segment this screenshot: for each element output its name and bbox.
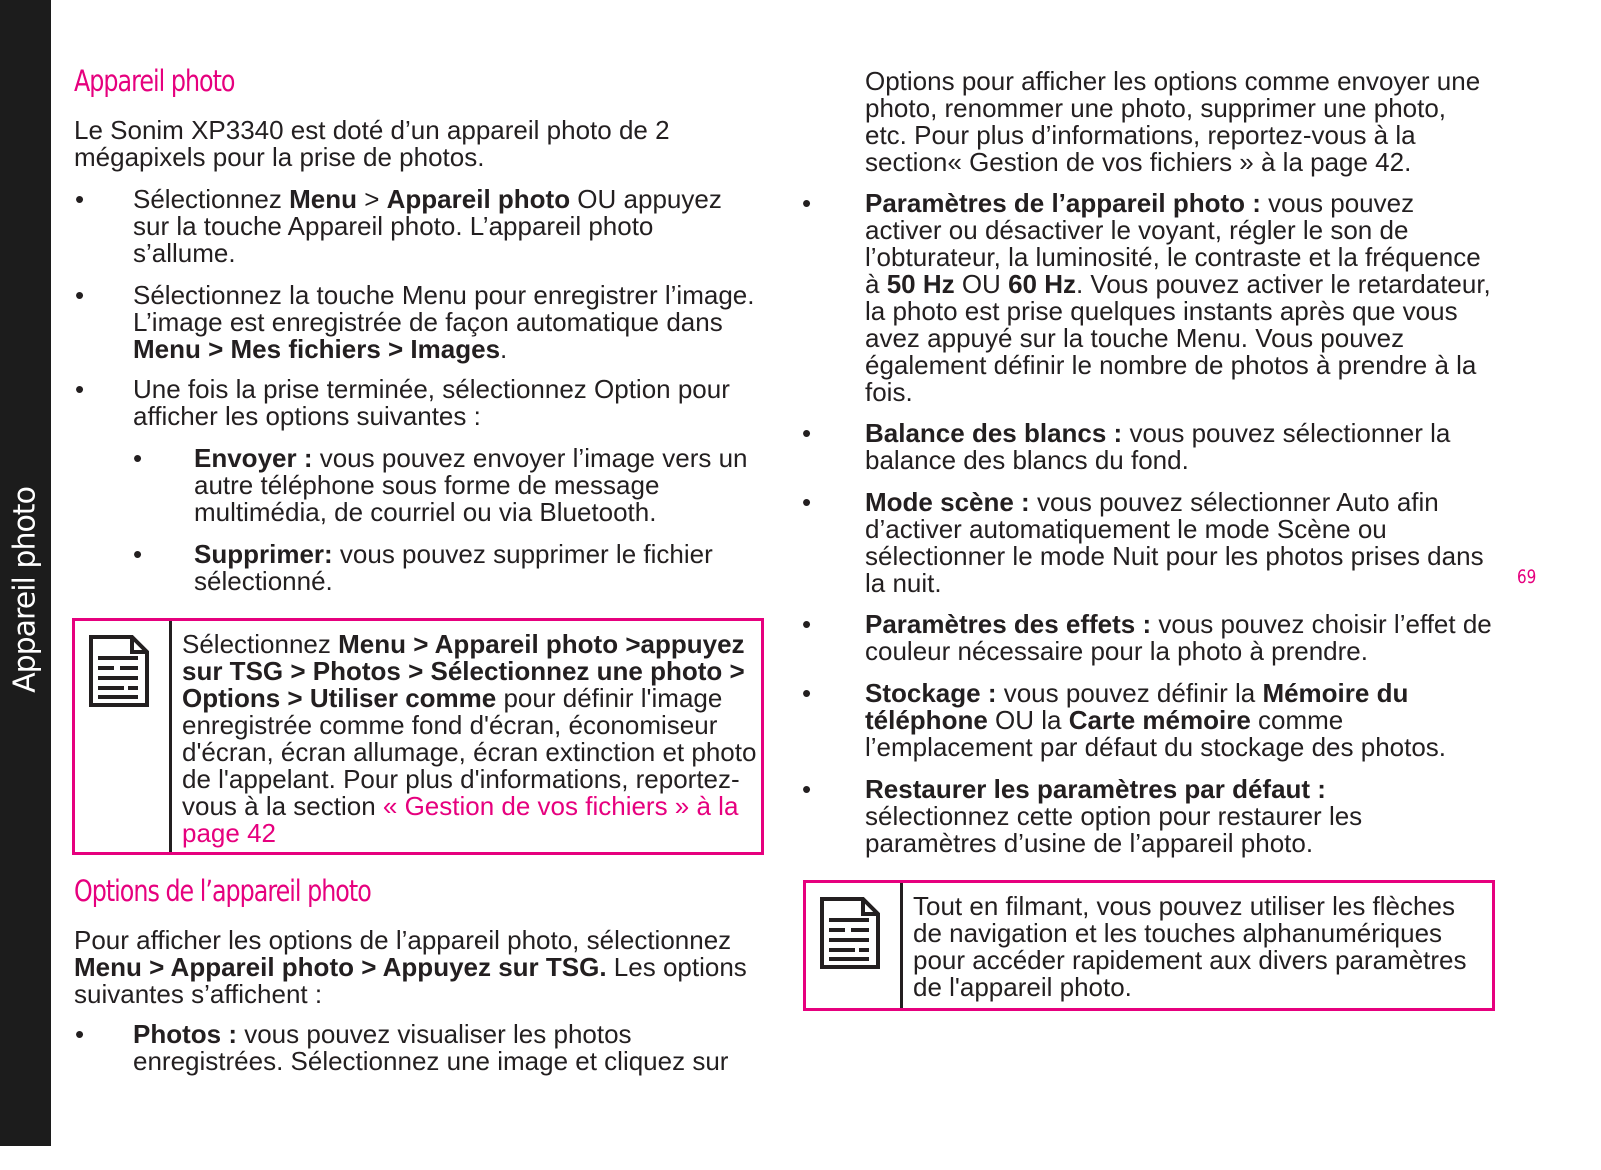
- bullet-item: • Photos : vous pouvez visualiser les photos enregistrées. Sélectionnez une image et cliquez sur: [75, 1019, 729, 1076]
- note-text: Sélectionnez Menu > Appareil photo >appuyez sur TSG > Photos > Sélectionnez une photo > Options > Utiliser comme pour définir l'image enregistrée comme fond d'écran, économiseur d'écran, écran allumage, écran extinction et photo de l'appelant. Pour plus d'informations, reportez-vous à la section « Gestion de vos fichiers » à la page 42: [182, 629, 757, 848]
- bullet-item: • Paramètres de l’appareil photo : vous pouvez activer ou désactiver le voyant, régler le son de l’obturateur, la luminosité, le contraste et la fréquence à 50 Hz OU 60 Hz. Vous pouvez activer le retardateur, la photo est prise quelques instants après que vous avez appuyé sur la touche Menu. Vous pouvez également définir le nombre de photos à prendre à la fois.: [802, 188, 1491, 407]
- bullet-item: • Restaurer les paramètres par défaut : sélectionnez cette option pour restaurer les paramètres d’usine de l’appareil photo.: [802, 774, 1363, 858]
- bullet-dot: •: [75, 1019, 85, 1049]
- bullet-dot: •: [75, 374, 85, 404]
- bullet-item: • Stockage : vous pouvez définir la Mémoire du téléphone OU la Carte mémoire comme l’emplacement par défaut du stockage des photos.: [802, 678, 1447, 762]
- note-text: Tout en filmant, vous pouvez utiliser les flèches de navigation et les touches alphanumériques pour accéder rapidement aux divers paramètres de l'appareil photo.: [913, 891, 1467, 1002]
- continued-paragraph: Options pour afficher les options comme envoyer une photo, renommer une photo, supprimer une photo, etc. Pour plus d’informations, reportez-vous à la section« Gestion de vos fichiers » à la page 42.: [865, 66, 1481, 177]
- link-gestion-fichiers[interactable]: « Gestion de vos fichiers » à la page 42: [182, 791, 739, 848]
- bullet-dot: •: [75, 184, 85, 214]
- bullet-item: • Une fois la prise terminée, sélectionnez Option pour afficher les options suivantes :: [75, 374, 730, 431]
- bullet-dot: •: [802, 487, 812, 517]
- bullet-dot: •: [802, 609, 812, 639]
- bullet-dot: •: [802, 774, 812, 804]
- options-intro-paragraph: Pour afficher les options de l’appareil photo, sélectionnez Menu > Appareil photo > Appuyez sur TSG. Les options suivantes s’affichent :: [74, 925, 747, 1009]
- bullet-item: • Sélectionnez la touche Menu pour enregistrer l’image. L’image est enregistrée de façon automatique dans Menu > Mes fichiers > Images.: [75, 280, 755, 364]
- bullet-item: • Mode scène : vous pouvez sélectionner Auto afin d’activer automatiquement le mode Scène ou sélectionner le mode Nuit pour les photos prises dans la nuit.: [802, 487, 1484, 598]
- note-icon-cell: [75, 621, 172, 852]
- document-icon: [88, 634, 150, 708]
- intro-paragraph: Le Sonim XP3340 est doté d’un appareil photo de 2 mégapixels pour la prise de photos.: [74, 115, 670, 172]
- section-heading-appareil-photo: Appareil photo: [74, 64, 235, 98]
- sidebar-title: Appareil photo: [7, 487, 43, 693]
- bullet-item: • Balance des blancs : vous pouvez sélectionner la balance des blancs du fond.: [802, 418, 1451, 475]
- bullet-dot: •: [75, 280, 85, 310]
- document-icon: [819, 896, 881, 970]
- bullet-dot: •: [802, 188, 812, 218]
- bullet-dot: •: [802, 678, 812, 708]
- sidebar-tab: [0, 0, 51, 1146]
- sub-bullet-item: • Supprimer: vous pouvez supprimer le fichier sélectionné.: [133, 539, 713, 596]
- bullet-item: • Paramètres des effets : vous pouvez choisir l’effet de couleur nécessaire pour la photo à prendre.: [802, 609, 1492, 666]
- note-box: [803, 880, 1495, 1011]
- page-number: 69: [1517, 566, 1537, 588]
- note-icon-cell: [806, 883, 903, 1008]
- note-box: [72, 618, 764, 855]
- sub-bullet-item: • Envoyer : vous pouvez envoyer l’image vers un autre téléphone sous forme de message multimédia, de courriel ou via Bluetooth.: [133, 443, 748, 527]
- bullet-dot: •: [802, 418, 812, 448]
- bullet-dot: •: [133, 443, 143, 473]
- bullet-item: • Sélectionnez Menu > Appareil photo OU appuyez sur la touche Appareil photo. L’appareil photo s’allume.: [75, 184, 722, 268]
- bullet-dot: •: [133, 539, 143, 569]
- section-heading-options: Options de l’appareil photo: [74, 874, 371, 908]
